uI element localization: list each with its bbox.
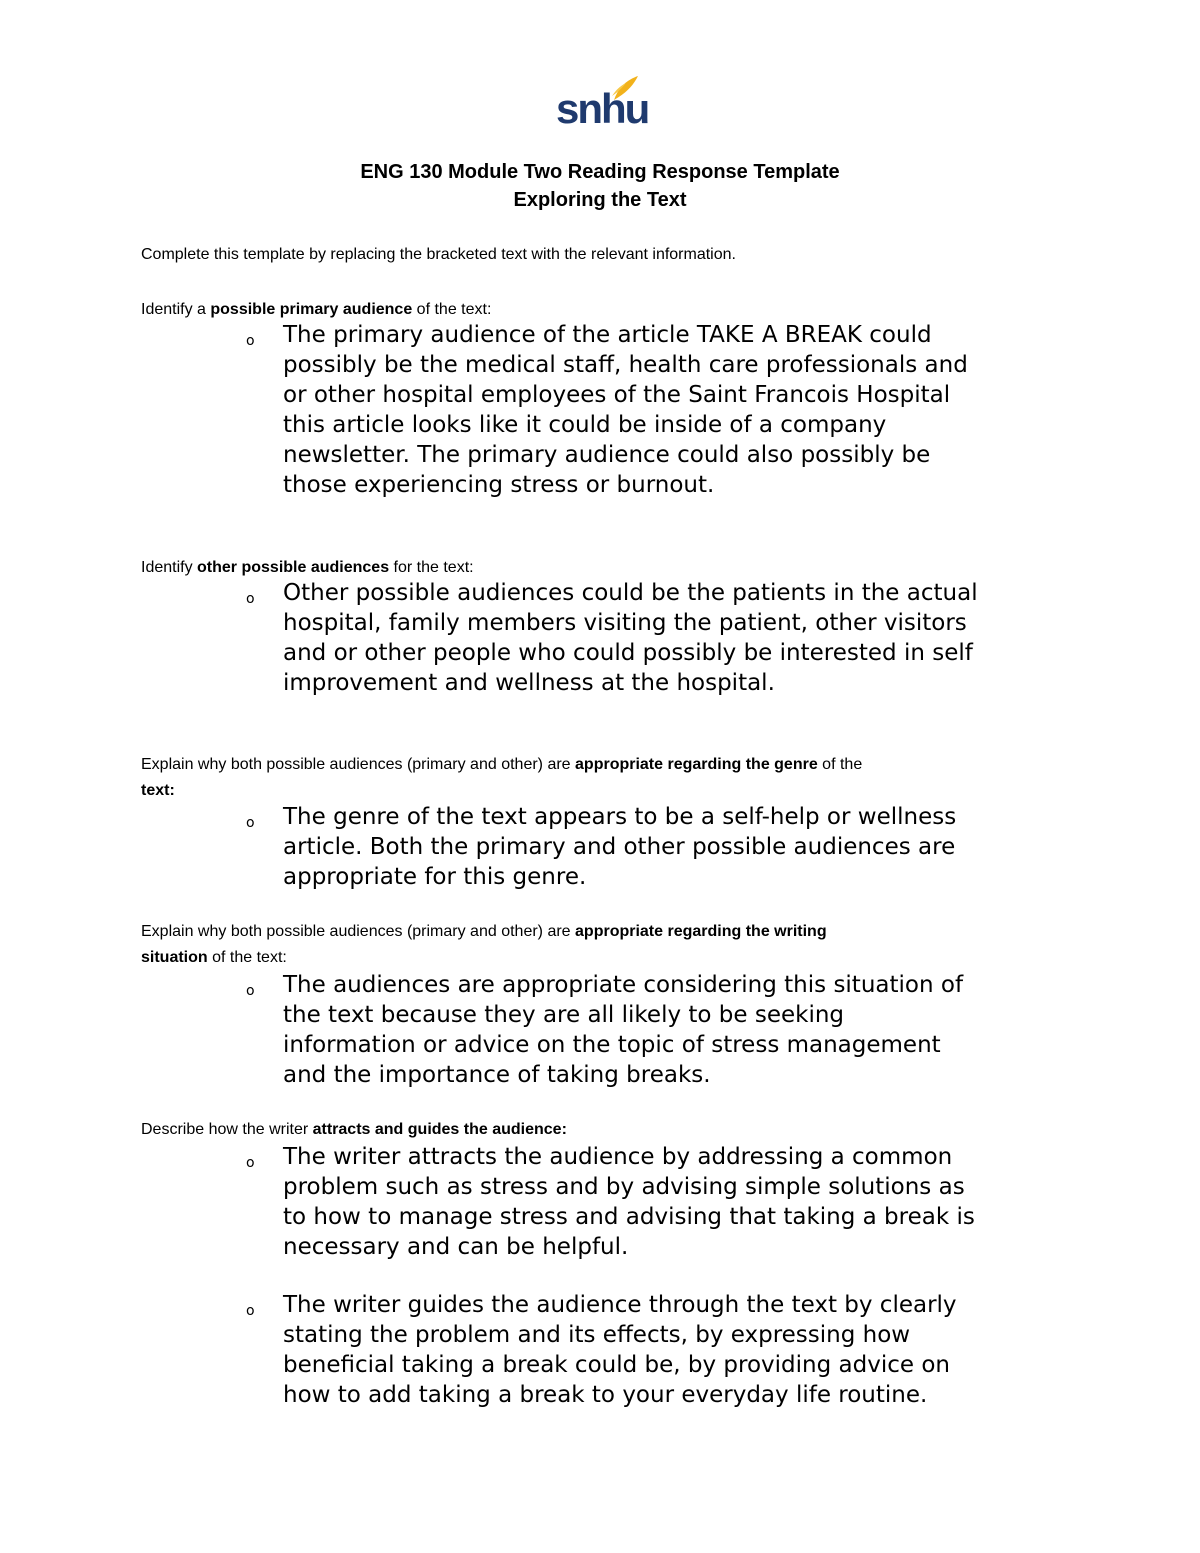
bullet-marker: o <box>246 815 255 831</box>
answer-other-audiences: Other possible audiences could be the patients in the actual hospital, family members visiting the patient, other visitors and or other people who could possibly be interested in self improvement and wellness at the hospital. <box>283 580 978 696</box>
snhu-logo <box>554 74 649 134</box>
answer-genre: The genre of the text appears to be a self-help or wellness article. Both the primary and other possible audiences are appropriate for this genre. <box>283 804 957 890</box>
answer-primary-audience: The primary audience of the article TAKE A BREAK could possibly be the medical staff, health care professionals and or other hospital employees of the Saint Francois Hospital this article looks like it could be inside of a company newsletter. The primary audience could also possibly be those experiencing stress or burnout. <box>283 322 968 498</box>
bullet-marker: o <box>246 333 255 349</box>
page-title: ENG 130 Module Two Reading Response Template <box>360 161 840 183</box>
prompt-attracts-guides: Describe how the writer attracts and guides the audience: <box>141 1121 567 1138</box>
bullet-marker: o <box>246 983 255 999</box>
bullet-marker: o <box>246 1155 255 1171</box>
bullet-marker: o <box>246 591 255 607</box>
bullet-marker: o <box>246 1303 255 1319</box>
answer-writing-situation: The audiences are appropriate considering this situation of the text because they are all likely to be seeking information or advice on the topic of stress management and the importance of taking breaks. <box>283 972 964 1088</box>
instructions: Complete this template by replacing the bracketed text with the relevant information. <box>141 246 736 263</box>
prompt-genre: Explain why both possible audiences (primary and other) are appropriate regarding the genre of the text: <box>141 756 863 799</box>
page-subtitle: Exploring the Text <box>513 189 687 211</box>
logo-text: snhu <box>556 85 649 132</box>
answer-attracts: The writer attracts the audience by addressing a common problem such as stress and by advising simple solutions as to how to manage stress and advising that taking a break is necessary and can be helpful. <box>283 1144 975 1260</box>
prompt-primary-audience: Identify a possible primary audience of the text: <box>141 301 492 318</box>
answer-guides: The writer guides the audience through the text by clearly stating the problem and its effects, by expressing how beneficial taking a break could be, by providing advice on how to add taking a break to your everyday life routine. <box>283 1292 957 1408</box>
prompt-writing-situation: Explain why both possible audiences (primary and other) are appropriate regarding the writing situation of the text: <box>141 923 827 966</box>
prompt-other-audiences: Identify other possible audiences for the text: <box>141 559 474 576</box>
